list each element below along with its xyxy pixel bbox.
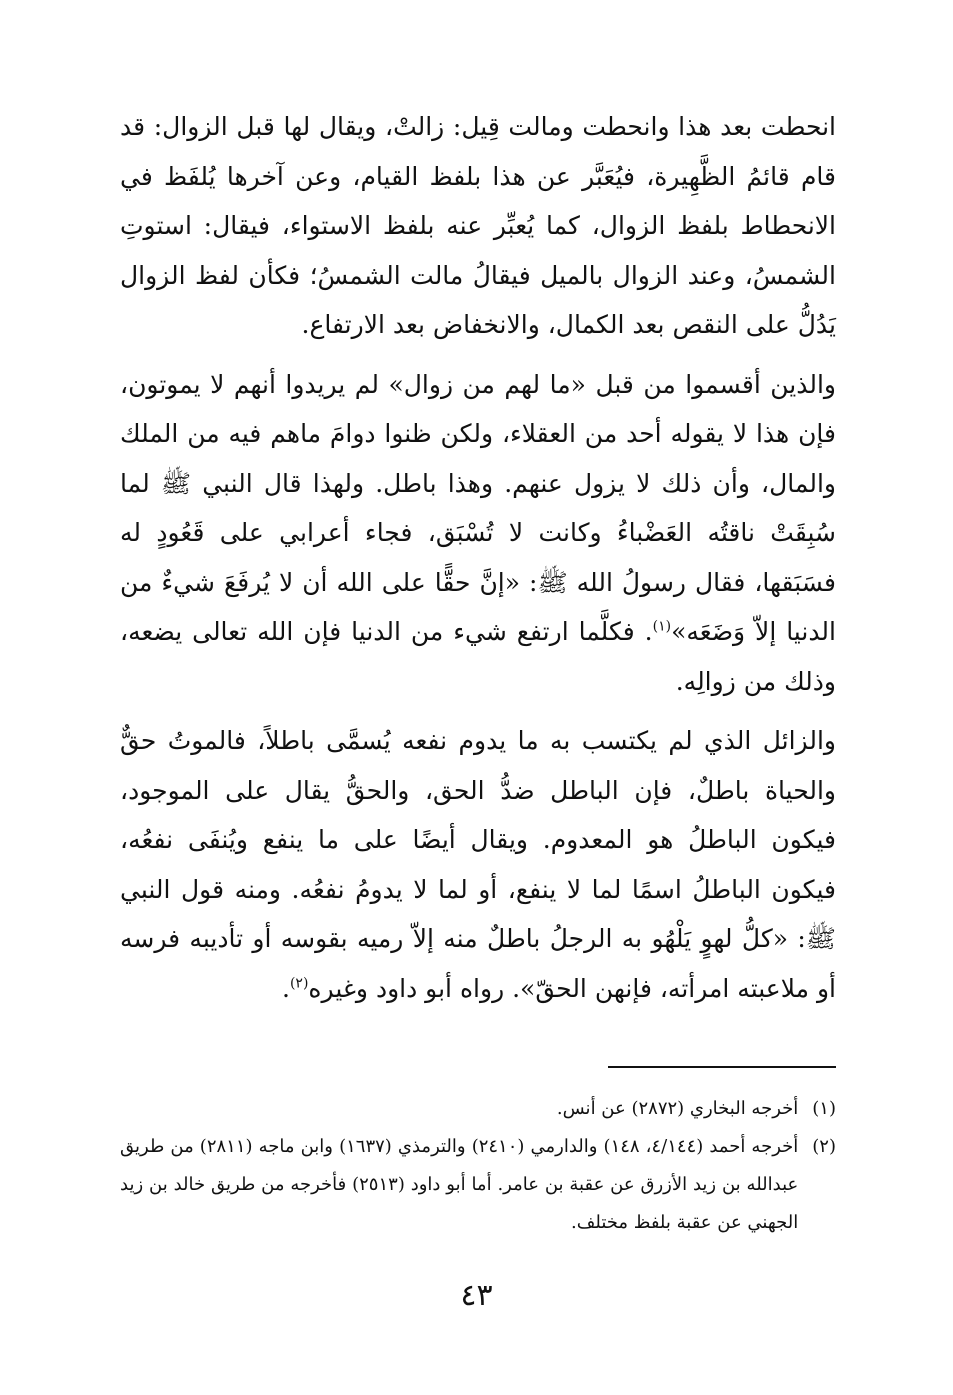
footnote-number: (١) bbox=[812, 1098, 836, 1119]
footnotes bbox=[120, 1090, 836, 1242]
paragraph-3-text-cont: . bbox=[282, 973, 290, 1003]
footnote-text: أخرجه البخاري (٢٨٧٢) عن أنس. bbox=[556, 1098, 799, 1119]
paragraph-1-text: انحطت بعد هذا وانحطت ومالت قِيل: زالتْ، ويقال لها قبل الزوال: قد قام قائمُ الظَّهِيرة، فيُعَبَّر عن هذا بلفظ القيام، وعن آخرها يُلفَظ في الانحطاط بلفظ الزوال، كما يُعبِّر عنه بلفظ الاستواء، فيقال: استوتِ الشمسُ، وعند الزوال بالميل فيقالُ مالت الشمسُ؛ فكأن لفظ الزوال يَدُلُّ على النقص بعد الكمال، والانخفاض بعد الارتفاع. bbox=[120, 112, 836, 339]
paragraph-2-text-cont: . فكلَّما ارتفع شيء من الدنيا فإن الله تعالى يضعه، وذلك من زوالِه. bbox=[120, 617, 836, 696]
footnote-number: (٢) bbox=[812, 1136, 836, 1157]
paragraph-2-text: والذين أقسموا من قبل «ما لهم من زوال» لم يريدوا أنهم لا يموتون، فإن هذا لا يقوله أحد من العقلاء، ولكن ظنوا دوامَ ماهم فيه من الملك والمال، وأن ذلك لا يزول عنهم. وهذا باطل. ولهذا قال النبي ﷺ لما سُبِقَتْ ناقتُه العَضْباءُ وكانت لا تُسْبَق، فجاء أعرابي على قَعُودٍ له فسَبَقها، فقال رسولُ الله ﷺ: «إنَّ حقًّا على الله أن لا يُرفَعَ شيءٌ من الدنيا إلاّ وَضَعَه» bbox=[120, 369, 836, 646]
footnote-ref-2[interactable]: (٢) bbox=[289, 975, 309, 992]
paragraph-3 bbox=[120, 716, 836, 1013]
footnote-separator bbox=[608, 1066, 836, 1068]
footnote-ref-1[interactable]: (١) bbox=[652, 618, 672, 635]
page-number: ٤٣ bbox=[460, 1278, 493, 1313]
paragraph-3-text: والزائل الذي لم يكتسب به ما يدوم نفعه يُسمَّى باطلاً، فالموتُ حقٌّ والحياة باطلٌ، فإن الباطل ضدُّ الحق، والحقُّ يقال على الموجود، فيكون الباطلُ هو المعدوم. ويقال أيضًا على ما ينفع ويُنفَى نفعُه، فيكون الباطلُ اسمًا لما لا ينفع، أو لما لا يدومُ نفعُه. ومنه قول النبي ﷺ: «كلُّ لهوٍ يَلْهُو به الرجلُ باطلٌ منه إلاّ رميه بقوسه أو تأديبه فرسه أو ملاعبته امرأته، فإنهن الحقّ». رواه أبو داود وغيره bbox=[120, 726, 836, 1003]
footnote-text: أخرجه أحمد (٤/١٤٤، ١٤٨) والدارمي (٢٤١٠) والترمذي (١٦٣٧) وابن ماجه (٢٨١١) من طريق عبدالله بن زيد الأزرق عن عقبة بن عامر. أما أبو داود (٢٥١٣) فأخرجه من طريق خالد بن زيد الجهني عن عقبة بلفظ مختلف. bbox=[120, 1136, 799, 1233]
footnote-2 bbox=[120, 1128, 836, 1242]
footnote-1 bbox=[120, 1090, 836, 1128]
paragraph-2 bbox=[120, 360, 836, 707]
main-text bbox=[120, 102, 836, 1013]
paragraph-1 bbox=[120, 102, 836, 350]
